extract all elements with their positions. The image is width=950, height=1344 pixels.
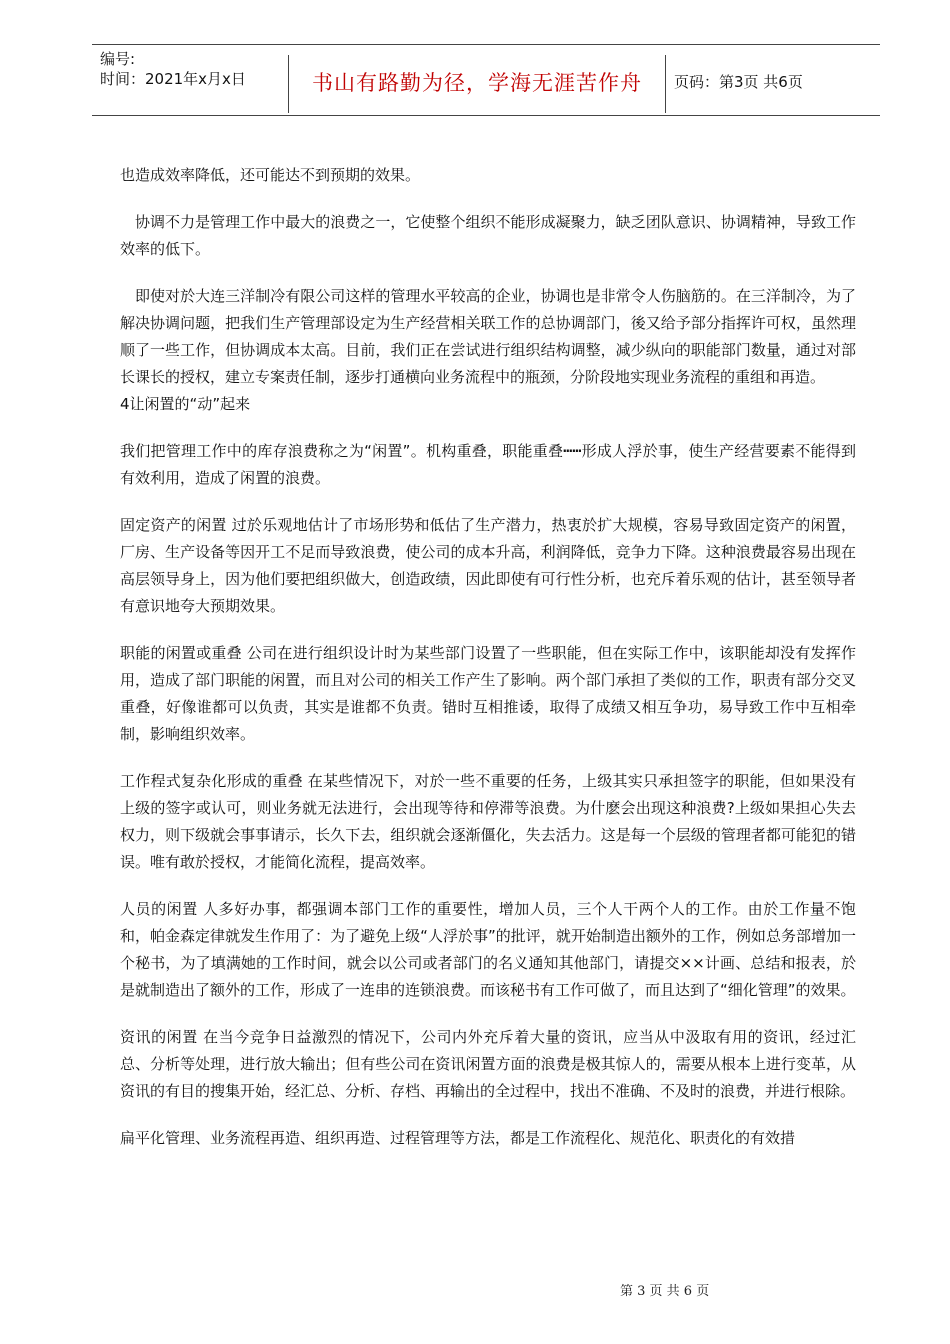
paragraph: 也造成效率降低，还可能达不到预期的效果。	[120, 166, 421, 184]
header-divider-right	[665, 55, 666, 113]
paragraph: 扁平化管理、业务流程再造、组织再造、过程管理等方法，都是工作流程化、规范化、职责化的有效措	[120, 1129, 796, 1147]
page-header	[92, 44, 880, 116]
paragraph: 即使对於大连三洋制冷有限公司这样的管理水平较高的企业，协调也是非常令人伤脑筋的。在三洋制冷，为了解决协调问题，把我们生产管理部设定为生产经营相关联工作的总协调部门，後又给予部分指挥许可权，虽然理顺了一些工作，但协调成本太高。目前，我们正在尝试进行组织结构调整，减少纵向的职能部门数量，通过对部长课长的授权，建立专案责任制，逐步打通横向业务流程中的瓶颈，分阶段地实现业务流程的重组和再造。	[120, 287, 856, 386]
page-footer: 第 3 页 共 6 页	[620, 1284, 710, 1299]
document-body	[120, 162, 856, 1172]
document-number-label: 编号:	[100, 50, 136, 68]
paragraph: 固定资产的闲置 过於乐观地估计了市场形势和低估了生产潜力，热衷於扩大规模，容易导致固定资产的闲置，厂房、生产设备等因开工不足而导致浪费，使公司的成本升高，利润降低，竞争力下降。这种浪费最容易出现在高层领导身上，因为他们要把组织做大，创造政绩，因此即使有可行性分析，也充斥着乐观的估计，甚至领导者有意识地夸大预期效果。	[120, 516, 856, 615]
document-time-label: 时间：2021年x月x日	[100, 70, 246, 88]
paragraph: 我们把管理工作中的库存浪费称之为“闲置”。机构重叠，职能重叠┅┅形成人浮於事，使生产经营要素不能得到有效利用，造成了闲置的浪费。	[120, 442, 856, 487]
paragraph: 职能的闲置或重叠 公司在进行组织设计时为某些部门设置了一些职能，但在实际工作中，该职能却没有发挥作用，造成了部门职能的闲置，而且对公司的相关工作产生了影响。两个部门承担了类似的工作，职责有部分交叉重叠，好像谁都可以负责，其实是谁都不负责。错时互相推诿，取得了成绩又相互争功，易导致工作中互相牵制，影响组织效率。	[120, 644, 856, 743]
header-motto: 书山有路勤为径，学海无涯苦作舟	[312, 71, 642, 95]
paragraph: 资讯的闲置 在当今竞争日益激烈的情况下，公司内外充斥着大量的资讯，应当从中汲取有用的资讯，经过汇总、分析等处理，进行放大输出；但有些公司在资讯闲置方面的浪费是极其惊人的，需要从根本上进行变革，从资讯的有目的搜集开始，经汇总、分析、存档、再输出的全过程中，找出不准确、不及时的浪费，并进行根除。	[120, 1028, 856, 1100]
paragraph: 工作程式复杂化形成的重叠 在某些情况下，对於一些不重要的任务，上级其实只承担签字的职能，但如果没有上级的签字或认可，则业务就无法进行，会出现等待和停滞等浪费。为什麽会出现这种浪费?上级如果担心失去权力，则下级就会事事请示，长久下去，组织就会逐渐僵化，失去活力。这是每一个层级的管理者都可能犯的错误。唯有敢於授权，才能简化流程，提高效率。	[120, 772, 856, 871]
header-divider-left	[288, 55, 289, 113]
section-heading: 4让闲置的“动”起来	[120, 395, 251, 413]
paragraph: 协调不力是管理工作中最大的浪费之一，它使整个组织不能形成凝聚力，缺乏团队意识、协调精神，导致工作效率的低下。	[120, 213, 856, 258]
paragraph: 人员的闲置 人多好办事，都强调本部门工作的重要性，增加人员，三个人干两个人的工作。由於工作量不饱和，帕金森定律就发生作用了：为了避免上级“人浮於事”的批评，就开始制造出额外的工作，例如总务部增加一个秘书，为了填满她的工作时间，就会以公司或者部门的名义通知其他部门，请提交××计画、总结和报表，於是就制造出了额外的工作，形成了一连串的连锁浪费。而该秘书有工作可做了，而且达到了“细化管理”的效果。	[120, 900, 856, 999]
header-page-info: 页码：第3页 共6页	[674, 73, 803, 91]
header-meta	[100, 49, 246, 89]
